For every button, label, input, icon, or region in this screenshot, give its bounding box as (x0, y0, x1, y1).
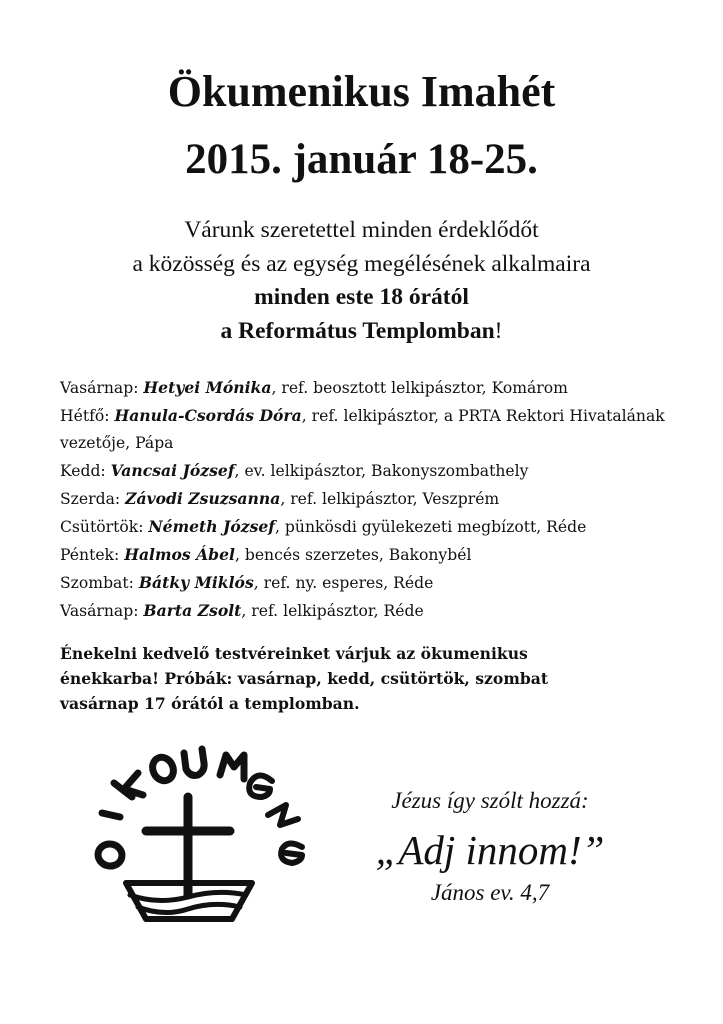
schedule-day: Péntek: (60, 546, 125, 564)
schedule-day: Vasárnap: (60, 602, 144, 620)
schedule-speaker: Halmos Ábel (124, 545, 235, 564)
schedule-description: , ref. lelkipásztor, a PRTA Rektori Hivatalának vezetője, Pápa (60, 407, 665, 452)
schedule-speaker: Hanula-Csordás Dóra (114, 406, 302, 425)
schedule-row (60, 402, 690, 457)
verse-intro: Jézus így szólt hozzá: (391, 788, 589, 813)
schedule-row (60, 569, 690, 597)
schedule-speaker: Vancsai József (110, 461, 235, 480)
schedule-row (60, 374, 690, 402)
verse-quote: „Adj innom!” (375, 827, 605, 873)
choir-line-3: vasárnap 17 órától a templomban. (60, 694, 360, 713)
schedule-speaker: Hetyei Mónika (143, 378, 272, 397)
bible-verse (340, 786, 640, 908)
event-dates: 2015. január 18-25. (185, 136, 538, 183)
invitation-place-name: a Református Templomban (220, 317, 495, 344)
oikoumene-ship-cross-icon (80, 745, 320, 945)
schedule-row (60, 513, 690, 541)
schedule-day: Szombat: (60, 574, 139, 592)
invitation-place (0, 315, 723, 349)
schedule-description: , ref. ny. esperes, Réde (253, 574, 434, 592)
schedule-day: Szerda: (60, 490, 126, 508)
schedule-description: , bencés szerzetes, Bakonybél (234, 546, 472, 564)
schedule-description: , pünkösdi gyülekezeti megbízott, Réde (275, 518, 587, 536)
schedule-row (60, 457, 690, 485)
choir-line-1: Énekelni kedvelő testvéreinket várjuk az ökumenikus (60, 644, 528, 663)
schedule-description: , ref. lelkipásztor, Veszprém (280, 490, 500, 508)
invitation-place-end: ! (494, 317, 503, 344)
verse-reference: János ev. 4,7 (430, 880, 550, 905)
schedule-row (60, 485, 690, 513)
speaker-schedule (60, 374, 690, 625)
invitation-time: minden este 18 órától (254, 284, 469, 310)
page-title: Ökumenikus Imahét (167, 67, 556, 116)
schedule-day: Vasárnap: (60, 379, 144, 397)
schedule-description: , ref. beosztott lelkipásztor, Komárom (271, 379, 568, 397)
oikoumene-logo (80, 745, 320, 945)
choir-notice (60, 641, 680, 716)
invitation-line-1: Várunk szeretettel minden érdeklődőt (184, 217, 539, 243)
choir-line-2: énekkarba! Próbák: vasárnap, kedd, csütörtök, szombat (60, 669, 549, 688)
schedule-speaker: Németh József (148, 517, 276, 536)
schedule-description: , ref. lelkipásztor, Réde (241, 602, 424, 620)
schedule-description: , ev. lelkipásztor, Bakonyszombathely (234, 462, 529, 480)
invitation (0, 214, 723, 348)
schedule-speaker: Barta Zsolt (143, 601, 242, 620)
invitation-line-2: a közösség és az egység megélésének alkalmaira (132, 250, 591, 277)
schedule-day: Hétfő: (60, 407, 115, 425)
schedule-row (60, 541, 690, 569)
schedule-speaker: Závodi Zsuzsanna (125, 489, 281, 508)
schedule-speaker: Bátky Miklós (138, 573, 254, 592)
schedule-day: Csütörtök: (60, 518, 149, 536)
schedule-row (60, 597, 690, 625)
schedule-day: Kedd: (60, 462, 111, 480)
